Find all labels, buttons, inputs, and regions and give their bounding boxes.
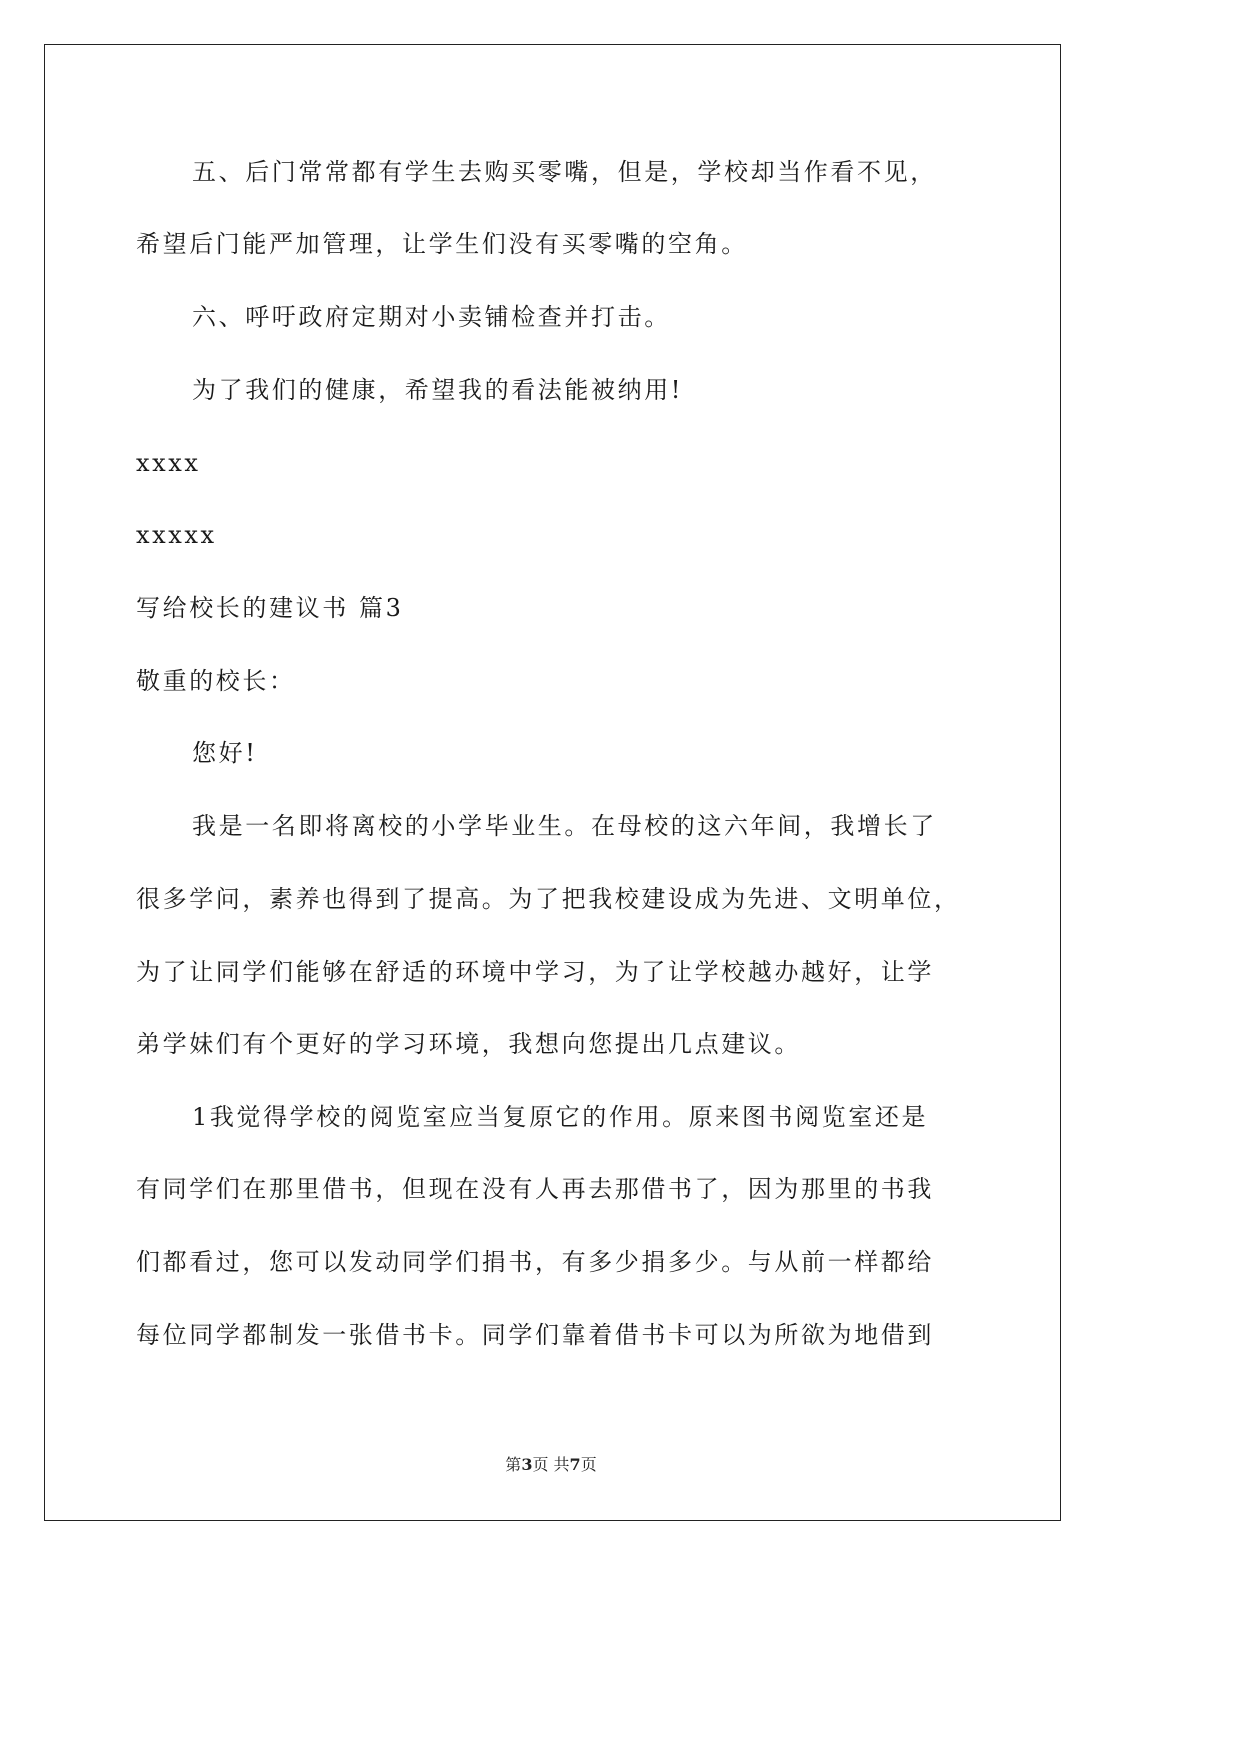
current-page-number: 3 [521, 1455, 533, 1474]
text-line: 们都看过，您可以发动同学们捐书，有多少捐多少。与从前一样都给 [136, 1248, 934, 1276]
page-footer [0, 1455, 1102, 1475]
text-line: 我是一名即将离校的小学毕业生。在母校的这六年间，我增长了 [192, 812, 937, 840]
text-line: 有同学们在那里借书，但现在没有人再去那借书了，因为那里的书我 [136, 1175, 934, 1203]
section-heading: 写给校长的建议书 篇3 [136, 594, 404, 622]
text-line: 六、呼吁政府定期对小卖铺检查并打击。 [192, 303, 671, 331]
text-line: 五、后门常常都有学生去购买零嘴，但是，学校却当作看不见， [192, 158, 937, 186]
text-line: 希望后门能严加管理，让学生们没有买零嘴的空角。 [136, 230, 748, 258]
text-line: 1我觉得学校的阅览室应当复原它的作用。原来图书阅览室还是 [192, 1103, 929, 1131]
footer-mid: 页 共 [532, 1455, 570, 1474]
text-line: 弟学妹们有个更好的学习环境，我想向您提出几点建议。 [136, 1030, 801, 1058]
text-line: 为了我们的健康，希望我的看法能被纳用! [192, 376, 684, 404]
text-line: 很多学问，素养也得到了提高。为了把我校建设成为先进、文明单位， [136, 885, 961, 913]
text-line: 为了让同学们能够在舒适的环境中学习，为了让学校越办越好，让学 [136, 958, 934, 986]
signature-date: xxxxx [136, 521, 217, 549]
text-line: 每位同学都制发一张借书卡。同学们靠着借书卡可以为所欲为地借到 [136, 1321, 934, 1349]
signature-name: xxxx [136, 449, 201, 477]
salutation: 敬重的校长： [136, 667, 296, 695]
page-frame [44, 44, 1061, 1521]
total-page-number: 7 [569, 1455, 581, 1474]
footer-prefix: 第 [505, 1455, 522, 1474]
greeting: 您好! [192, 739, 258, 767]
footer-suffix: 页 [580, 1455, 597, 1474]
